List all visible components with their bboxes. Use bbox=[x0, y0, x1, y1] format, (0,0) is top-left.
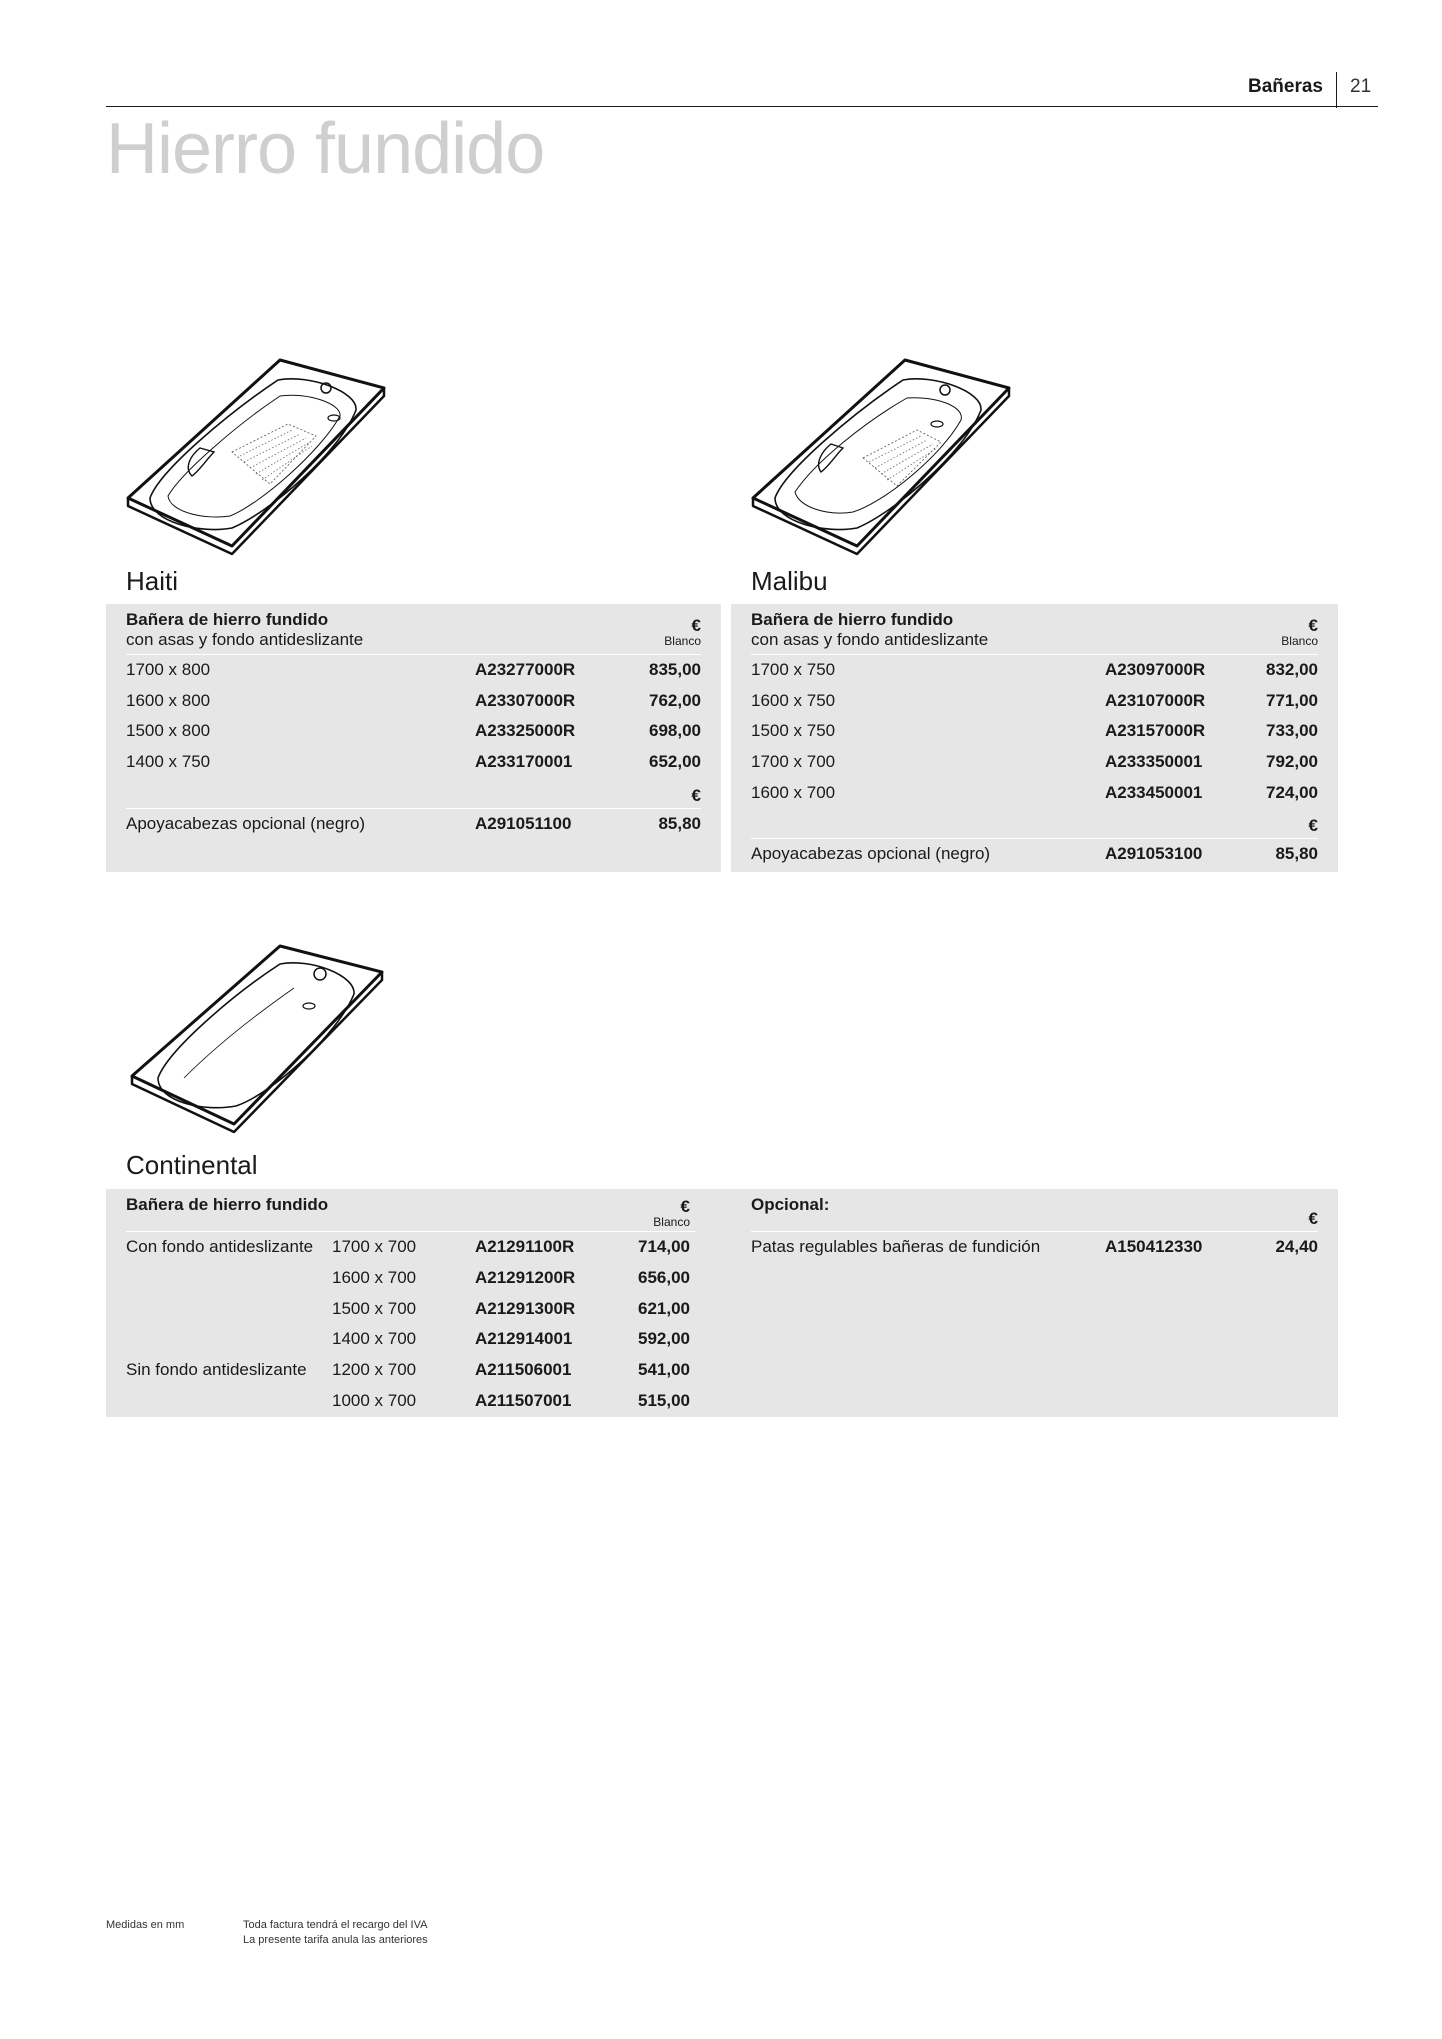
haiti-header-separator bbox=[126, 654, 701, 655]
malibu-finish: Blanco bbox=[1281, 634, 1318, 648]
row-size: 1000 x 700 bbox=[332, 1391, 417, 1410]
row-code: A23277000R bbox=[475, 660, 576, 679]
product-name-continental: Continental bbox=[126, 1150, 258, 1180]
product-name-haiti: Haiti bbox=[126, 566, 179, 596]
malibu-extra-currency: € bbox=[1308, 816, 1318, 835]
row-size: 1200 x 700 bbox=[332, 1360, 417, 1379]
optional-item-code: A150412330 bbox=[1105, 1237, 1203, 1256]
malibu-extra-price: 85,80 bbox=[1275, 844, 1318, 863]
haiti-extra-separator bbox=[126, 808, 701, 809]
row-price: 515,00 bbox=[638, 1391, 690, 1410]
continental-finish: Blanco bbox=[653, 1215, 690, 1229]
row-size: 1700 x 800 bbox=[126, 660, 211, 679]
haiti-extra-code: A291051100 bbox=[475, 814, 572, 833]
row-price: 832,00 bbox=[1266, 660, 1318, 679]
header-rule bbox=[106, 106, 1378, 107]
malibu-extra-label: Apoyacabezas opcional (negro) bbox=[751, 844, 991, 863]
malibu-desc-sub: con asas y fondo antideslizante bbox=[751, 630, 989, 649]
row-code: A23325000R bbox=[475, 721, 576, 740]
row-price: 592,00 bbox=[638, 1329, 690, 1348]
row-size: 1700 x 700 bbox=[332, 1237, 417, 1256]
row-price: 792,00 bbox=[1266, 752, 1318, 771]
malibu-currency: € bbox=[1308, 616, 1318, 635]
product-name-malibu: Malibu bbox=[751, 566, 828, 596]
continental-group-without-antislip: Sin fondo antideslizante bbox=[126, 1360, 307, 1379]
haiti-desc-sub: con asas y fondo antideslizante bbox=[126, 630, 364, 649]
row-code: A212914001 bbox=[475, 1329, 573, 1348]
row-code: A23157000R bbox=[1105, 721, 1206, 740]
bathtub-haiti-illustration bbox=[120, 352, 400, 558]
row-size: 1600 x 700 bbox=[332, 1268, 417, 1287]
row-code: A23307000R bbox=[475, 691, 576, 710]
footer-note-tariff: La presente tarifa anula las anteriores bbox=[243, 1934, 428, 1946]
row-price: 698,00 bbox=[649, 721, 701, 740]
continental-currency: € bbox=[680, 1197, 690, 1216]
row-code: A233450001 bbox=[1105, 783, 1203, 802]
malibu-header-separator bbox=[751, 654, 1318, 655]
row-price: 835,00 bbox=[649, 660, 701, 679]
haiti-desc-title: Bañera de hierro fundido bbox=[126, 610, 329, 629]
haiti-extra-currency: € bbox=[691, 786, 701, 805]
row-size: 1500 x 750 bbox=[751, 721, 836, 740]
haiti-price-table bbox=[106, 604, 721, 872]
row-price: 621,00 bbox=[638, 1299, 690, 1318]
malibu-extra-code: A291053100 bbox=[1105, 844, 1203, 863]
continental-group-with-antislip: Con fondo antideslizante bbox=[126, 1237, 314, 1256]
row-price: 762,00 bbox=[649, 691, 701, 710]
row-price: 714,00 bbox=[638, 1237, 690, 1256]
malibu-extra-separator bbox=[751, 838, 1318, 839]
haiti-extra-price: 85,80 bbox=[658, 814, 701, 833]
row-code: A21291300R bbox=[475, 1299, 576, 1318]
haiti-currency: € bbox=[691, 616, 701, 635]
section-label: Bañeras bbox=[1248, 76, 1323, 97]
row-code: A233170001 bbox=[475, 752, 573, 771]
continental-desc-title: Bañera de hierro fundido bbox=[126, 1195, 329, 1214]
row-code: A233350001 bbox=[1105, 752, 1203, 771]
optional-item-price: 24,40 bbox=[1275, 1237, 1318, 1256]
row-size: 1500 x 800 bbox=[126, 721, 211, 740]
haiti-extra-label: Apoyacabezas opcional (negro) bbox=[126, 814, 366, 833]
footer-note-vat: Toda factura tendrá el recargo del IVA bbox=[243, 1919, 428, 1931]
optional-header-separator bbox=[751, 1231, 1318, 1232]
optional-currency: € bbox=[1308, 1209, 1318, 1228]
footer-notes bbox=[243, 1918, 428, 1948]
row-price: 733,00 bbox=[1266, 721, 1318, 740]
row-price: 724,00 bbox=[1266, 783, 1318, 802]
bathtub-continental-illustration bbox=[124, 938, 394, 1134]
page-number: 21 bbox=[1350, 76, 1372, 97]
optional-title: Opcional: bbox=[751, 1195, 830, 1214]
row-code: A211507001 bbox=[475, 1391, 572, 1410]
optional-item-label: Patas regulables bañeras de fundición bbox=[751, 1237, 1041, 1256]
row-price: 652,00 bbox=[649, 752, 701, 771]
row-size: 1700 x 700 bbox=[751, 752, 836, 771]
row-size: 1700 x 750 bbox=[751, 660, 836, 679]
bathtub-malibu-illustration bbox=[745, 352, 1025, 558]
row-code: A21291100R bbox=[475, 1237, 575, 1256]
row-price: 771,00 bbox=[1266, 691, 1318, 710]
haiti-finish: Blanco bbox=[664, 634, 701, 648]
row-size: 1600 x 750 bbox=[751, 691, 836, 710]
row-price: 541,00 bbox=[638, 1360, 690, 1379]
malibu-price-table bbox=[731, 604, 1338, 872]
row-code: A21291200R bbox=[475, 1268, 576, 1287]
row-size: 1600 x 800 bbox=[126, 691, 211, 710]
row-price: 656,00 bbox=[638, 1268, 690, 1287]
malibu-desc-title: Bañera de hierro fundido bbox=[751, 610, 954, 629]
footer-measures: Medidas en mm bbox=[106, 1919, 185, 1931]
row-code: A23107000R bbox=[1105, 691, 1206, 710]
row-size: 1400 x 700 bbox=[332, 1329, 417, 1348]
row-size: 1500 x 700 bbox=[332, 1299, 417, 1318]
continental-header-separator bbox=[126, 1231, 696, 1232]
row-size: 1600 x 700 bbox=[751, 783, 836, 802]
header-divider bbox=[1336, 72, 1337, 108]
row-code: A211506001 bbox=[475, 1360, 572, 1379]
row-size: 1400 x 750 bbox=[126, 752, 211, 771]
page-title: Hierro fundido bbox=[106, 109, 545, 189]
continental-price-table bbox=[106, 1189, 1338, 1417]
row-code: A23097000R bbox=[1105, 660, 1206, 679]
